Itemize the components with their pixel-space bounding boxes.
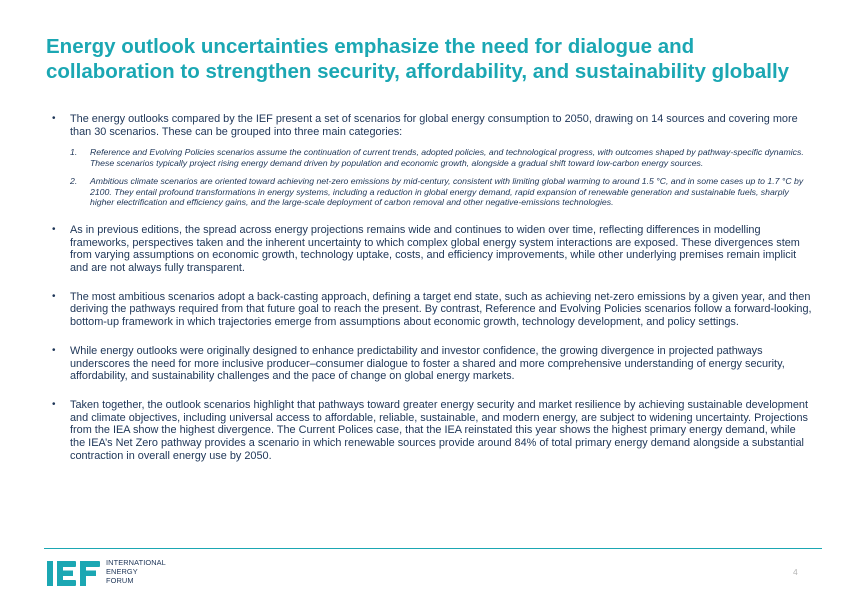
slide-title-line-2: collaboration to strengthen security, affordability, and sustainability globally [46, 60, 790, 83]
bullet-marker: • [52, 290, 56, 302]
bullet-item-4 [52, 345, 812, 383]
bullet-text: Taken together, the outlook scenarios highlight that pathways toward greater energy security and market resilience by achieving sustainable development and climate objectives, including universal access to affordable, reliable, sustainable, and modern energy, are subject to widening uncertainty. Projections from the IEA show the highest divergence. The Current Polices case, that the IEA reinstated this year shows the highest primary energy demand, while the IEA’s Net Zero pathway provides a scenario in which renewable sources provide around 84% of total primary energy demand alongside a substantial contraction in overall energy use by 2050. [70, 398, 808, 462]
bullet-text: As in previous editions, the spread across energy projections remains wide and continues to widen over time, reflecting differences in modelling frameworks, perspectives taken and the inherent uncertainty to which complex global energy system interactions are exposed. These divergences stem from varying assumptions on economic growth, technology uptake, costs, and efficiency improvements, while other underlying premises remain implicit and are not always fully transparent. [70, 223, 800, 275]
bullet-text: The energy outlooks compared by the IEF present a set of scenarios for global energy consumption to 2050, drawing on 14 sources and covering more than 30 scenarios. These can be grouped into three main categories: [70, 113, 798, 138]
sub-item-1 [70, 147, 812, 168]
sub-item-number: 2. [70, 176, 78, 187]
footer-divider [44, 548, 822, 549]
bullet-text: While energy outlooks were originally designed to enhance predictability and investor confidence, the growing divergence in projected pathways underscores the need for more inclusive producer–consumer dialogue to foster a shared and more comprehensive understanding of energy security, affordability, and sustainability challenges and the pace of change on global energy markets. [70, 344, 785, 383]
bullet-marker: • [52, 398, 56, 410]
sub-item-number: 1. [70, 147, 78, 158]
bullet-item-1 [52, 113, 812, 208]
slide-title-line-1: Energy outlook uncertainties emphasize the need for dialogue and [46, 35, 695, 58]
bullet-text: The most ambitious scenarios adopt a back-casting approach, defining a target end state, such as achieving net-zero emissions by a given year, and then deriving the pathways required from that future goal to reach the present. By contrast, Reference and Evolving Policies scenarios follow a forward-looking, bottom-up framework in which trajectories emerge from assumptions about economic growth, technology development, and policy settings. [70, 290, 812, 329]
bullet-item-5 [52, 399, 812, 463]
sub-item-2 [70, 176, 812, 208]
bullet-marker: • [52, 344, 56, 356]
sub-list [70, 147, 812, 208]
logo-line-2: ENERGY [106, 567, 138, 577]
bullet-marker: • [52, 113, 56, 124]
bullet-item-3 [52, 291, 812, 329]
bullet-item-2 [52, 224, 812, 275]
logo-line-1: INTERNATIONAL [106, 558, 166, 567]
bullet-list [52, 113, 812, 462]
page-number: 4 [793, 567, 798, 577]
ief-logo-text [106, 558, 166, 586]
sub-item-text: Ambitious climate scenarios are oriented toward achieving net-zero emissions by mid-century, consistent with limiting global warming to around 1.5 °C, and in some cases up to 1.7 °C by 2100. They entail profound transformations in energy systems, including a reduction in global energy demand, rapid expansion of renewable generation and sustainable fuels, sharply higher electrification and efficiency gains, and the large-scale deployment of carbon removal and other negative-emissions technologies. [90, 176, 804, 208]
ief-logo-mark [47, 561, 102, 586]
bullet-marker: • [52, 223, 56, 235]
sub-item-text: Reference and Evolving Policies scenarios assume the continuation of current trends, adopted policies, and technological progress, with outcomes shaped by pathway-specific dynamics. These scenarios typically project rising energy demand driven by population and economic growth, alongside a gradual shift toward low-carbon energy sources. [90, 147, 804, 168]
ief-logo [47, 558, 177, 590]
logo-line-3: FORUM [106, 576, 134, 586]
slide-title [46, 34, 861, 84]
